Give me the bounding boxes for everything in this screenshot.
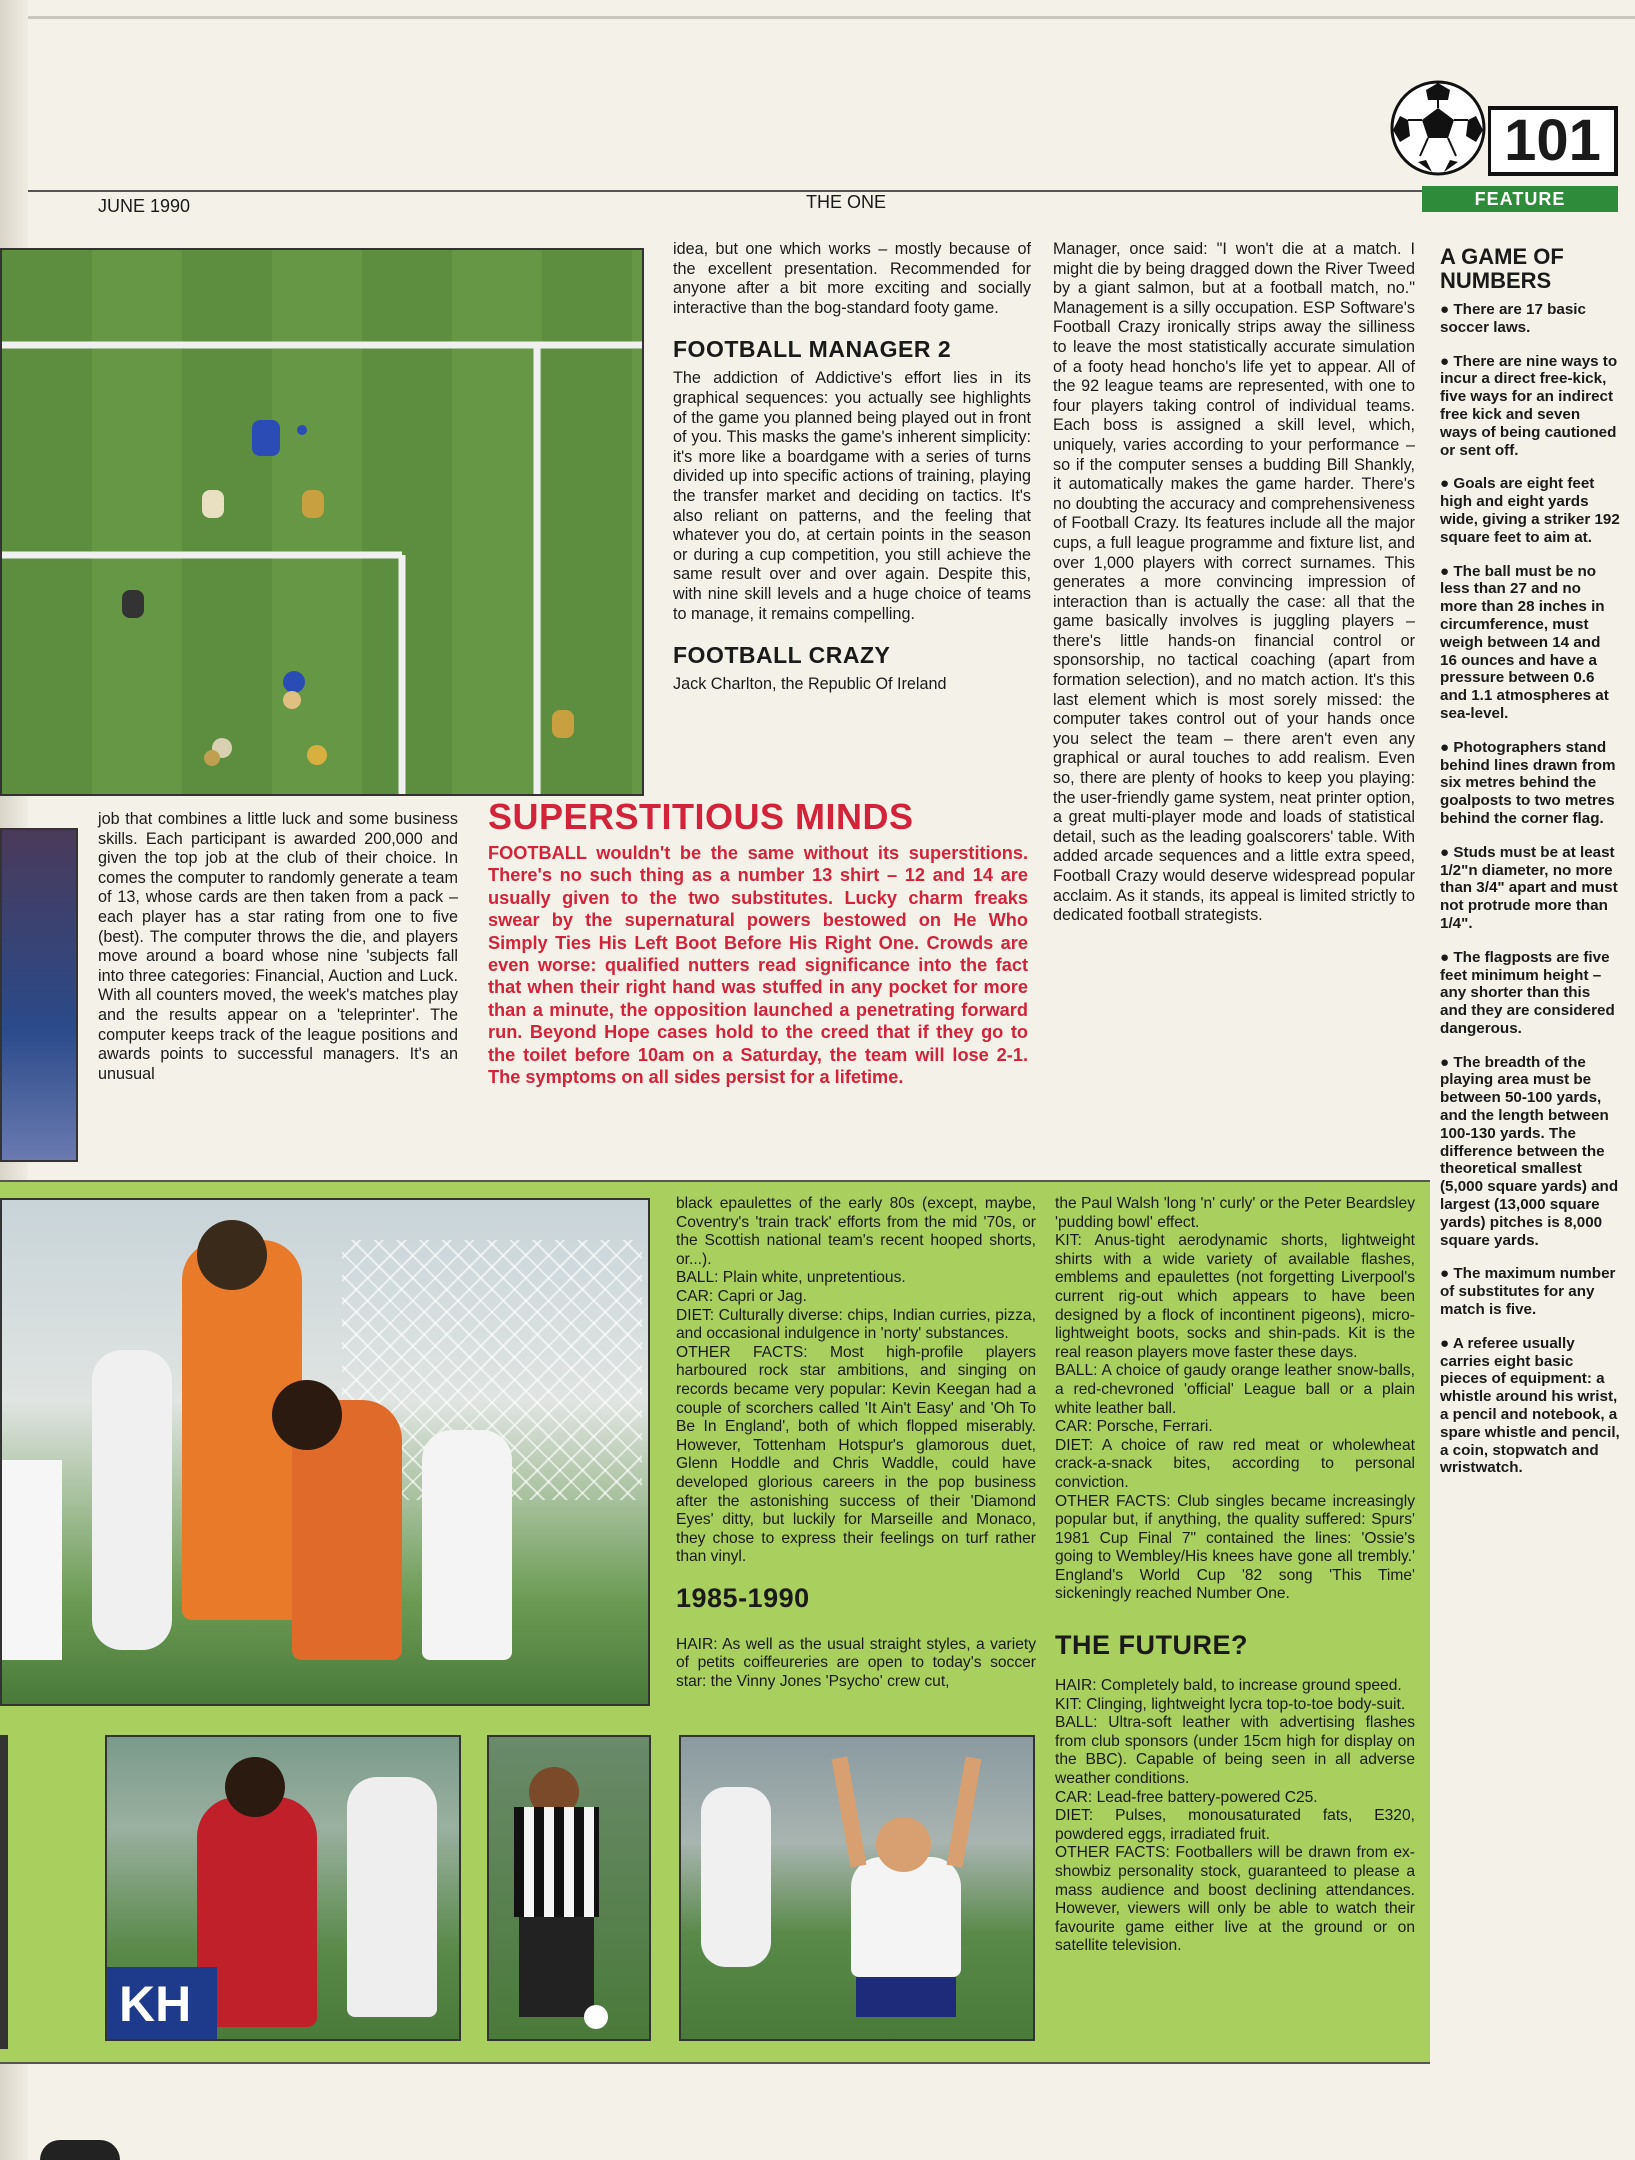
sidebar-fact: ● The breadth of the playing area must be between 50-100 yards, and the length between 100-130 yards. The difference between the theoretical smallest (5,000 square yards) and largest (13,000 square yards) pitches is 8,000 square yards. xyxy=(1440,1053,1619,1249)
future-ball: BALL: Ultra-soft leather with advertising flashes from club sponsors (under 15cm high for display on the BBC). Capable of being seen in all adverse weather conditions. xyxy=(1055,1714,1415,1788)
player-photo-left xyxy=(0,828,78,1162)
superstitious-heading: SUPERSTITIOUS MINDS xyxy=(488,796,914,837)
article-column-1 xyxy=(98,810,458,1084)
player-photo-stripes xyxy=(487,1735,651,2041)
superstitious-text: FOOTBALL wouldn't be the same without its superstitions. There's no such thing as a number 13 shirt – 12 and 14 are usually given to the two substitutes. Lucky charm freaks swear by the supernatural powers bestowed on He Who Simply Ties His Left Boot Before His Right One. Crowds are even worse: qualified nutters read significance into the fact that when their right hand was stuffed in any pocket for more than a minute, the opposition launched a penetrating forward run. Beyond Hope cases hold to the creed that if they go to the toilet before 10am on a Saturday, the team will lose 2-1. The symptoms on all sides persist for a lifetime. xyxy=(488,843,1028,1088)
partial-photo-far-left xyxy=(0,1735,8,2049)
sidebar-fact: ● A referee usually carries eight basic pieces of equipment: a whistle around his wrist, a pencil and notebook, a spare whistle and pencil, a coin, stopwatch and wristwatch. xyxy=(1440,1334,1620,1477)
sidebar-fact: ● The ball must be no less than 27 and no more than 28 inches in circumference, must weigh between 14 and 16 ounces and have a pressure between 0.6 and 1.1 atmospheres at sea-level. xyxy=(1440,562,1609,722)
kit-fact: KIT: Anus-tight aerodynamic shorts, lightweight shirts with a wide variety of available flashes, emblems and epaulettes (not forgetting Liverpool's current rig-out which appears to have been designed by a flock of incontinent pigeons), micro-lightweight boots, socks and shin-pads. Kit is the real reason players move faster these days. xyxy=(1055,1232,1415,1361)
article-column-2 xyxy=(673,240,1031,695)
article-column-3 xyxy=(1053,240,1415,926)
other-facts: OTHER FACTS: Club singles became increasingly popular but, if anything, the quality suffered: Spurs' 1981 Cup Final 7" contained the lines: 'Ossie's going to Wembley/His knees have gone all trembly.' England's World Cup '82 song 'This Time' sickeningly reached Number One. xyxy=(1055,1492,1415,1603)
other-facts: OTHER FACTS: Most high-profile players harboured rock star ambitions, and singing on records became very popular: Kevin Keegan had a couple of scorchers called 'It Ain't Easy' and 'Oh To Be In England', both of which flopped miserably. However, Tottenham Hotspur's glamorous duet, Glenn Hoddle and Chris Waddle, could have developed glorious careers in the pop business after the astonishing success of their 'Diamond Eyes' ditty, but luckily for Marseille and Monaco, they chose to express their feelings on turf rather than vinyl. xyxy=(676,1343,1036,1566)
board-game-text: job that combines a little luck and some business skills. Each participant is awarded 200,000 and given the top job at the club of their choice. In comes the computer to randomly generate a team of 13, whose cards are then taken from a pack – each player has a star rating from one to five (best). The computer throws the die, and players move around a board whose nine 'subjects fall into three categories: Financial, Auction and Luck. With all counters moved, the week's matches play and the results appear on a 'teleprinter'. The computer keeps track of the league positions and awards points to successful managers. It's an unusual xyxy=(98,810,458,1083)
football-manager-2-heading: FOOTBALL MANAGER 2 xyxy=(673,336,952,363)
player-photo-red: KH xyxy=(105,1735,461,2041)
numbers-sidebar xyxy=(1440,245,1620,1493)
page-number-box xyxy=(1488,106,1618,176)
superstitious-box xyxy=(488,798,1028,1088)
page-shadow xyxy=(40,2140,120,2160)
diet-fact: DIET: Culturally diverse: chips, Indian curries, pizza, and occasional indulgence in 'norty' substances. xyxy=(676,1306,1036,1343)
sidebar-fact: ● The flagposts are five feet minimum height – any shorter than this and they are considered dangerous. xyxy=(1440,948,1615,1037)
sidebar-fact: ● The maximum number of substitutes for any match is five. xyxy=(1440,1265,1616,1319)
history-column-1: black epaulettes of the early 80s (except, maybe, Coventry's 'train track' efforts from the mid '70s, or the Scottish national team's recent hooped shorts, or...). BALL: Plain white, unpretentious. CAR: Capri or Jag. DIET: Culturally diverse: chips, Indian curries, pizza, and occasional indulgence in 'norty' substances. OTHER FACTS: Most high-profile players harboured rock star ambitions, and singing on records became very popular: Kevin Keegan had a couple of scorchers called 'It Ain't Easy' and 'Oh To Be In England', both of which flopped miserably. However, Tottenham Hotspur's glamorous duet, Glenn Hoddle and Chris Waddle, could have developed glorious careers in the pop business after the astonishing success of their 'Diamond Eyes' ditty, but luckily for Marseille and Monaco, they chose to express their feelings on turf rather than vinyl. 1985-1990 HAIR: As well as the usual straight styles, a variety of petits coiffeureries are open to today's soccer star: the Vinny Jones 'Psycho' crew cut, xyxy=(676,1195,1036,1691)
intro-text: idea, but one which works – mostly because of the excellent presentation. Recommended for anyone after a bit more exciting and socially interactive than the bog-standard footy game. xyxy=(673,240,1031,317)
section-label: FEATURE xyxy=(1422,186,1618,212)
sidebar-fact: ● Photographers stand behind lines drawn from six metres behind the goalposts to two metres behind the corner flag. xyxy=(1440,738,1616,827)
sidebar-fact: ● There are 17 basic soccer laws. xyxy=(1440,301,1586,336)
hair-fact: HAIR: As well as the usual straight styles, a variety of petits coiffeureries are open to today's soccer star: the Vinny Jones 'Psycho' crew cut, xyxy=(676,1635,1036,1691)
football-crazy-review: Manager, once said: "I won't die at a match. I might die by being dragged down the River Tweed by a giant salmon, but at a football match, no." Management is a silly occupation. ESP Software's Football Crazy ironically strips away the silliness to leave the most statistically accurate simulation of a footy head honcho's life yet to appear. All of the 92 league teams are represented, with one to four players taking control of individual teams. Each boss is assigned a skill level, which, uniquely, varies according to your performance – so if the computer senses a budding Bill Shankly, it automatically makes the game harder. There's no doubting the accuracy and comprehensiveness of Football Crazy. Its features include all the major cups, a full league programme and fixture list, and over 1,000 players with correct surnames. This generates a more convincing impression of interaction than is actually the case: all that the game basically involves is juggling players – there's little hands-on financial control or sponsorship, no tactical coaching (apart from formation selection), and no match action. It's this last element which is most sorely missed: the computer takes control out of your hands once you select the team – there aren't even any graphical or aural touches to add realism. Even so, there are plenty of hooks to keep you playing: the user-friendly game system, neat printer option, a great multi-player mode and loads of statistical detail, such as the leading goalscorers' table. With added arcade sequences and a little extra speed, Football Crazy would deserve widespread popular acclaim. As it stands, its appeal is limited strictly to dedicated football strategists. xyxy=(1053,240,1415,925)
car-fact: CAR: Porsche, Ferrari. xyxy=(1055,1418,1213,1436)
football-crazy-heading: FOOTBALL CRAZY xyxy=(673,642,891,669)
future-heading: THE FUTURE? xyxy=(1055,1630,1248,1661)
football-manager-2-text: The addiction of Addictive's effort lies in its graphical sequences: you actually see highlights of the game you planned being played out in front of you. This masks the game's inherent simplicity: it's more like a boardgame with a series of turns divided up into specific actions of training, playing the transfer market and deciding on tactics. It's also reliant on patterns, and the feeling that whatever you do, at certain points in the season or during a cup competition, you still achieve the same result over and over again. Despite this, with nine skill levels and a huge choice of teams to manage, it remains compelling. xyxy=(673,369,1031,623)
sidebar-fact: ● Goals are eight feet high and eight yards wide, giving a striker 192 square feet to aim at. xyxy=(1440,475,1620,546)
sidebar-heading: A GAME OF NUMBERS xyxy=(1440,244,1564,293)
era-heading: 1985-1990 xyxy=(676,1582,810,1613)
future-car: CAR: Lead-free battery-powered C25. xyxy=(1055,1788,1318,1806)
magazine-name: THE ONE xyxy=(806,192,887,212)
game-screenshot xyxy=(0,248,644,796)
football-crazy-text: Jack Charlton, the Republic Of Ireland xyxy=(673,675,947,694)
future-hair: HAIR: Completely bald, to increase ground speed. xyxy=(1055,1677,1402,1695)
ball-fact: BALL: A choice of gaudy orange leather snow-balls, a red-chevroned 'official' League ball or a plain white leather ball. xyxy=(1055,1362,1415,1417)
future-diet: DIET: Pulses, monousaturated fats, E320, powdered eggs, irradiated fruit. xyxy=(1055,1807,1415,1843)
page-number: 101 xyxy=(1504,108,1601,173)
sidebar-fact: ● Studs must be at least 1/2"n diameter, no more than 3/4" apart and must not protrude more than 1/4". xyxy=(1440,843,1618,932)
top-rule xyxy=(0,16,1635,19)
history-column-2: the Paul Walsh 'long 'n' curly' or the Peter Beardsley 'pudding bowl' effect. KIT: Anus-tight aerodynamic shorts, lightweight shirts with a wide variety of available flashes, emblems and epaulettes (not forgetting Liverpool's current rig-out which appears to have been designed by a flock of incontinent pigeons), micro-lightweight boots, socks and shin-pads. Kit is the real reason players move faster these days. BALL: A choice of gaudy orange leather snow-balls, a red-chevroned 'official' League ball or a plain white leather ball. CAR: Porsche, Ferrari. DIET: A choice of raw red meat or wholewheat crack-a-snack bites, according to personal conviction. OTHER FACTS: Club singles became increasingly popular but, if anything, the quality suffered: Spurs' 1981 Cup Final 7" contained the lines: 'Ossie's going to Wembley/His knees have gone all trembly.' England's World Cup '82 song 'This Time' sickeningly reached Number One. THE FUTURE? HAIR: Completely bald, to increase ground speed. KIT: Clinging, lightweight lycra top-to-toe body-suit. BALL: Ultra-soft leather with advertising flashes from club sponsors (under 15cm high for display on the BBC). Capable of being seen in all adverse weather conditions. CAR: Lead-free battery-powered C25. DIET: Pulses, monousaturated fats, E320, powdered eggs, irradiated fruit. OTHER FACTS: Footballers will be drawn from ex-showbiz personality stock, guaranteed to please a mass audience and boost declining attendances. However, viewers will only be able to watch their favourite game either live at the ground or on satellite television. xyxy=(1055,1195,1415,1955)
car-fact: CAR: Capri or Jag. xyxy=(676,1287,807,1305)
issue-date: JUNE 1990 xyxy=(98,196,191,216)
ball-fact: BALL: Plain white, unpretentious. xyxy=(676,1269,906,1287)
sidebar-fact: ● There are nine ways to incur a direct free-kick, five ways for an indirect free kick and seven ways of being cautioned or sent off. xyxy=(1440,352,1618,459)
header-rule xyxy=(28,190,1422,192)
header-action-photo xyxy=(0,1198,650,1706)
diet-fact: DIET: A choice of raw red meat or wholewheat crack-a-snack bites, according to personal conviction. xyxy=(1055,1436,1415,1491)
player-photo-celebration xyxy=(679,1735,1035,2041)
future-kit: KIT: Clinging, lightweight lycra top-to-toe body-suit. xyxy=(1055,1695,1406,1713)
football-logo-icon xyxy=(1388,78,1488,178)
future-other: OTHER FACTS: Footballers will be drawn from ex-showbiz personality stock, guaranteed to please a mass audience and boost declining attendances. However, viewers will only be able to watch their favourite game either live at the ground or on satellite television. xyxy=(1055,1844,1415,1955)
